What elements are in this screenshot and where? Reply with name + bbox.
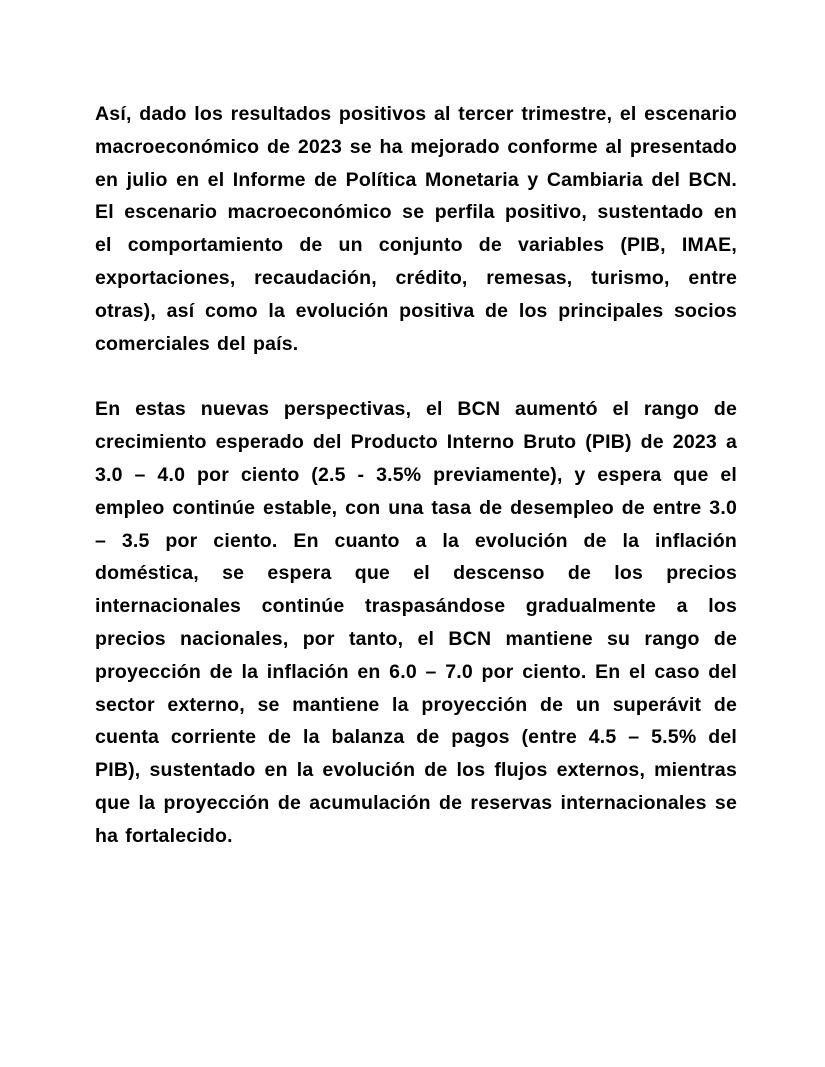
paragraph-bcn-projections: En estas nuevas perspectivas, el BCN aumentó el rango de crecimiento esperado del Producto Interno Bruto (PIB) de 2023 a 3.0 – 4.0 por ciento (2.5 - 3.5% previamente), y espera que el empleo continúe estable, con una tasa de desempleo de entre 3.0 – 3.5 por ciento. En cuanto a la evolución de la inflación doméstica, se espera que el descenso de los precios internacionales continúe traspasándose gradualmente a los precios nacionales, por tanto, el BCN mantiene su rango de proyección de la inflación en 6.0 – 7.0 por ciento. En el caso del sector externo, se mantiene la proyección de un superávit de cuenta corriente de la balanza de pagos (entre 4.5 – 5.5% del PIB), sustentado en la evolución de los flujos externos, mientras que la proyección de acumulación de reservas internacionales se ha fortalecido. — [95, 398, 737, 847]
text-block — [95, 98, 737, 886]
paragraph-macroeconomic-scenario: Así, dado los resultados positivos al tercer trimestre, el escenario macroeconómico de 2023 se ha mejorado conforme al presentado en julio en el Informe de Política Monetaria y Cambiaria del BCN. El escenario macroeconómico se perfila positivo, sustentado en el comportamiento de un conjunto de variables (PIB, IMAE, exportaciones, recaudación, crédito, remesas, turismo, entre otras), así como la evolución positiva de los principales socios comerciales del país. — [95, 103, 737, 355]
